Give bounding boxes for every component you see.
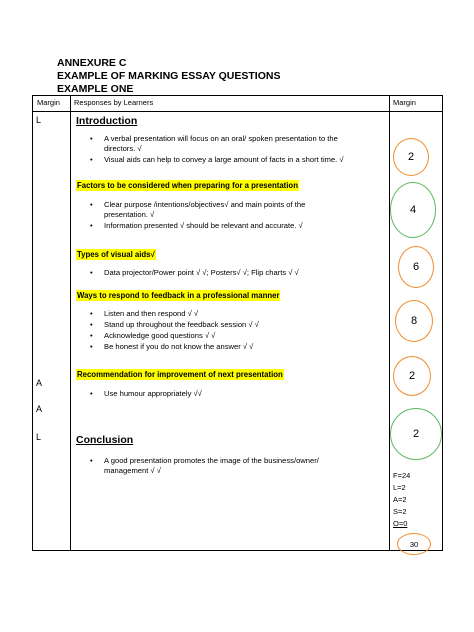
mark-circle-8: 8 xyxy=(395,300,433,342)
bullet-dot: • xyxy=(90,320,93,329)
factors-title: Factors to be considered when preparing for a presentation xyxy=(77,181,298,190)
feedback-title: Ways to respond to feedback in a professional manner xyxy=(77,291,280,300)
tally-analysis: A=2 xyxy=(393,495,407,504)
tally-originality: O=0 xyxy=(393,519,408,528)
bullet-text: Be honest if you do not know the answer √ √ xyxy=(104,342,254,351)
mark-circle-2-intro: 2 xyxy=(393,138,429,176)
responses-header: Responses by Learners xyxy=(74,98,154,107)
table-bottom-border xyxy=(32,550,443,551)
bullet-text-cont: management √ √ xyxy=(104,466,161,475)
margin-header-left: Margin xyxy=(37,98,60,107)
bullet-text: Use humour appropriately √√ xyxy=(104,389,202,398)
example-heading: EXAMPLE ONE xyxy=(57,83,134,95)
bullet-dot: • xyxy=(90,155,93,164)
tally-logic: L=2 xyxy=(393,483,406,492)
bullet-dot: • xyxy=(90,389,93,398)
table-divider-right xyxy=(389,95,390,551)
margin-letter-l-bottom: L xyxy=(36,432,42,442)
margin-letter-a1: A xyxy=(36,378,43,388)
table-left-border xyxy=(32,95,33,551)
bullet-text: Data projector/Power point √ √; Posters√ √; Flip charts √ √ xyxy=(104,268,299,277)
bullet-dot: • xyxy=(90,456,93,465)
bullet-text-cont: presentation. √ xyxy=(104,210,155,219)
mark-circle-6: 6 xyxy=(398,246,434,288)
bullet-text: A verbal presentation will focus on an oral/ spoken presentation to the xyxy=(104,134,338,143)
table-divider-left xyxy=(70,95,71,551)
bullet-dot: • xyxy=(90,342,93,351)
table-right-border xyxy=(442,95,443,551)
annexure-heading: ANNEXURE C xyxy=(57,57,127,69)
bullet-text: Clear purpose /intentions/objectives√ and main points of the xyxy=(104,200,306,209)
table-top-border xyxy=(32,95,443,96)
bullet-text-cont: directors. √ xyxy=(104,144,142,153)
tally-format: F=24 xyxy=(393,471,411,480)
bullet-text: Information presented √ should be relevant and accurate. √ xyxy=(104,221,303,230)
bullet-dot: • xyxy=(90,309,93,318)
mark-circle-2-rec: 2 xyxy=(393,356,431,396)
bullet-dot: • xyxy=(90,268,93,277)
margin-header-right: Margin xyxy=(393,98,416,107)
bullet-text: Listen and then respond √ √ xyxy=(104,309,199,318)
bullet-text: Stand up throughout the feedback session √ √ xyxy=(104,320,259,329)
table-header-border xyxy=(32,111,443,112)
conclusion-title: Conclusion xyxy=(76,434,134,446)
bullet-dot: • xyxy=(90,200,93,209)
bullet-text: A good presentation promotes the image of the business/owner/ xyxy=(104,456,319,465)
tally-synthesis: S=2 xyxy=(393,507,407,516)
total-mark-circle: 30 xyxy=(397,533,431,555)
document-title: EXAMPLE OF MARKING ESSAY QUESTIONS xyxy=(57,70,281,82)
visual-aids-title: Types of visual aids√ xyxy=(77,250,155,259)
bullet-dot: • xyxy=(90,134,93,143)
margin-letter-l-top: L xyxy=(36,115,42,125)
bullet-dot: • xyxy=(90,221,93,230)
bullet-text: Acknowledge good questions √ √ xyxy=(104,331,216,340)
introduction-title: Introduction xyxy=(76,115,138,127)
bullet-dot: • xyxy=(90,331,93,340)
margin-letter-a2: A xyxy=(36,404,43,414)
bullet-text: Visual aids can help to convey a large amount of facts in a short time. √ xyxy=(104,155,344,164)
mark-circle-4: 4 xyxy=(390,182,436,238)
mark-circle-2-conclusion: 2 xyxy=(390,408,442,460)
recommendation-title: Recommendation for improvement of next presentation xyxy=(77,370,283,379)
